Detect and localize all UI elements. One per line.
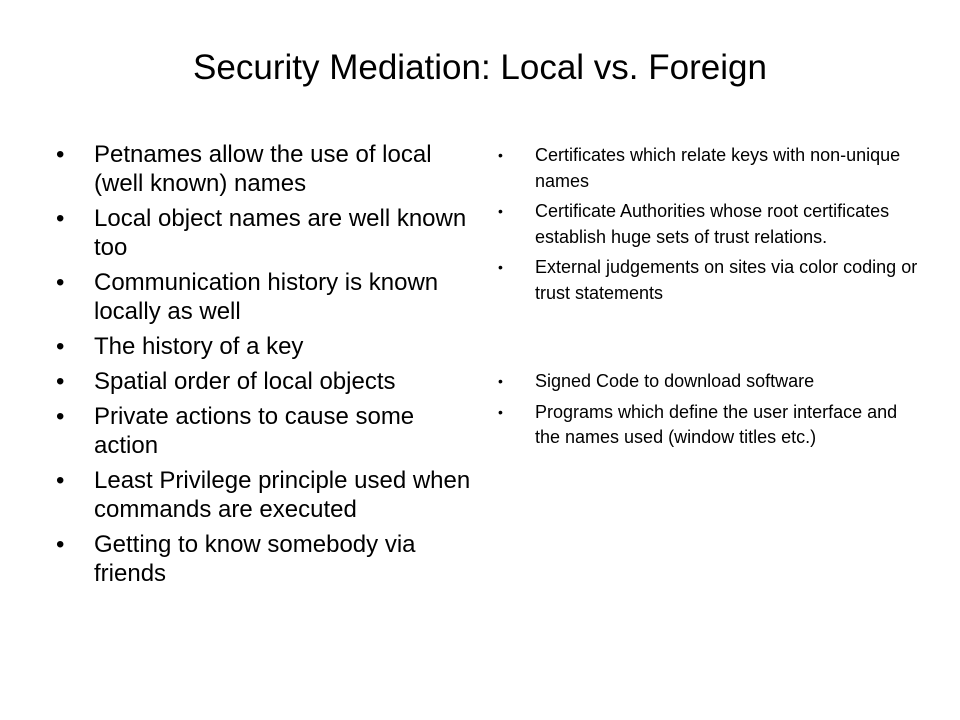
list-item bbox=[498, 199, 918, 250]
list-item bbox=[498, 400, 918, 451]
bullet-icon: • bbox=[498, 373, 503, 389]
bullet-icon: • bbox=[498, 259, 503, 275]
list-item bbox=[56, 367, 476, 396]
bullet-icon: • bbox=[56, 368, 65, 395]
bullet-icon: • bbox=[56, 141, 65, 168]
bullet-icon: • bbox=[56, 531, 65, 558]
list-item-text: Certificate Authorities whose root certificates establish huge sets of trust relations. bbox=[535, 201, 890, 247]
list-item bbox=[498, 369, 918, 395]
foreign-bullet-list-1 bbox=[498, 143, 918, 311]
list-item bbox=[56, 466, 476, 524]
list-item bbox=[56, 332, 476, 361]
list-item bbox=[56, 530, 476, 588]
slide-title: Security Mediation: Local vs. Foreign bbox=[193, 48, 767, 87]
bullet-icon: • bbox=[56, 333, 65, 360]
list-item-text: Programs which define the user interface and the names used (window titles etc.) bbox=[535, 401, 898, 447]
list-item-text: Local object names are well known too bbox=[94, 205, 467, 261]
list-item bbox=[56, 268, 476, 326]
list-item-text: External judgements on sites via color coding or trust statements bbox=[535, 257, 918, 303]
list-item bbox=[498, 255, 918, 306]
list-item-text: Petnames allow the use of local (well known) names bbox=[94, 141, 432, 197]
list-item-text: Getting to know somebody via friends bbox=[94, 531, 416, 587]
list-item-text: Private actions to cause some action bbox=[94, 403, 415, 459]
list-item-text: Least Privilege principle used when commands are executed bbox=[94, 467, 471, 523]
local-bullet-list bbox=[56, 140, 476, 594]
bullet-icon: • bbox=[498, 403, 503, 420]
list-item-text: Communication history is known locally as well bbox=[94, 269, 439, 325]
list-item bbox=[56, 204, 476, 262]
list-item bbox=[498, 143, 918, 194]
list-item-text: Signed Code to download software bbox=[535, 371, 815, 391]
bullet-icon: • bbox=[56, 403, 65, 430]
bullet-icon: • bbox=[56, 269, 65, 296]
bullet-icon: • bbox=[498, 147, 503, 163]
list-item-text: The history of a key bbox=[94, 333, 304, 360]
list-item bbox=[56, 402, 476, 460]
foreign-bullet-list-2 bbox=[498, 369, 918, 456]
bullet-icon: • bbox=[56, 467, 65, 494]
list-item-text: Spatial order of local objects bbox=[94, 368, 396, 395]
bullet-icon: • bbox=[498, 203, 503, 219]
list-item-text: Certificates which relate keys with non-unique names bbox=[535, 145, 901, 191]
list-item bbox=[56, 140, 476, 198]
bullet-icon: • bbox=[56, 205, 65, 232]
